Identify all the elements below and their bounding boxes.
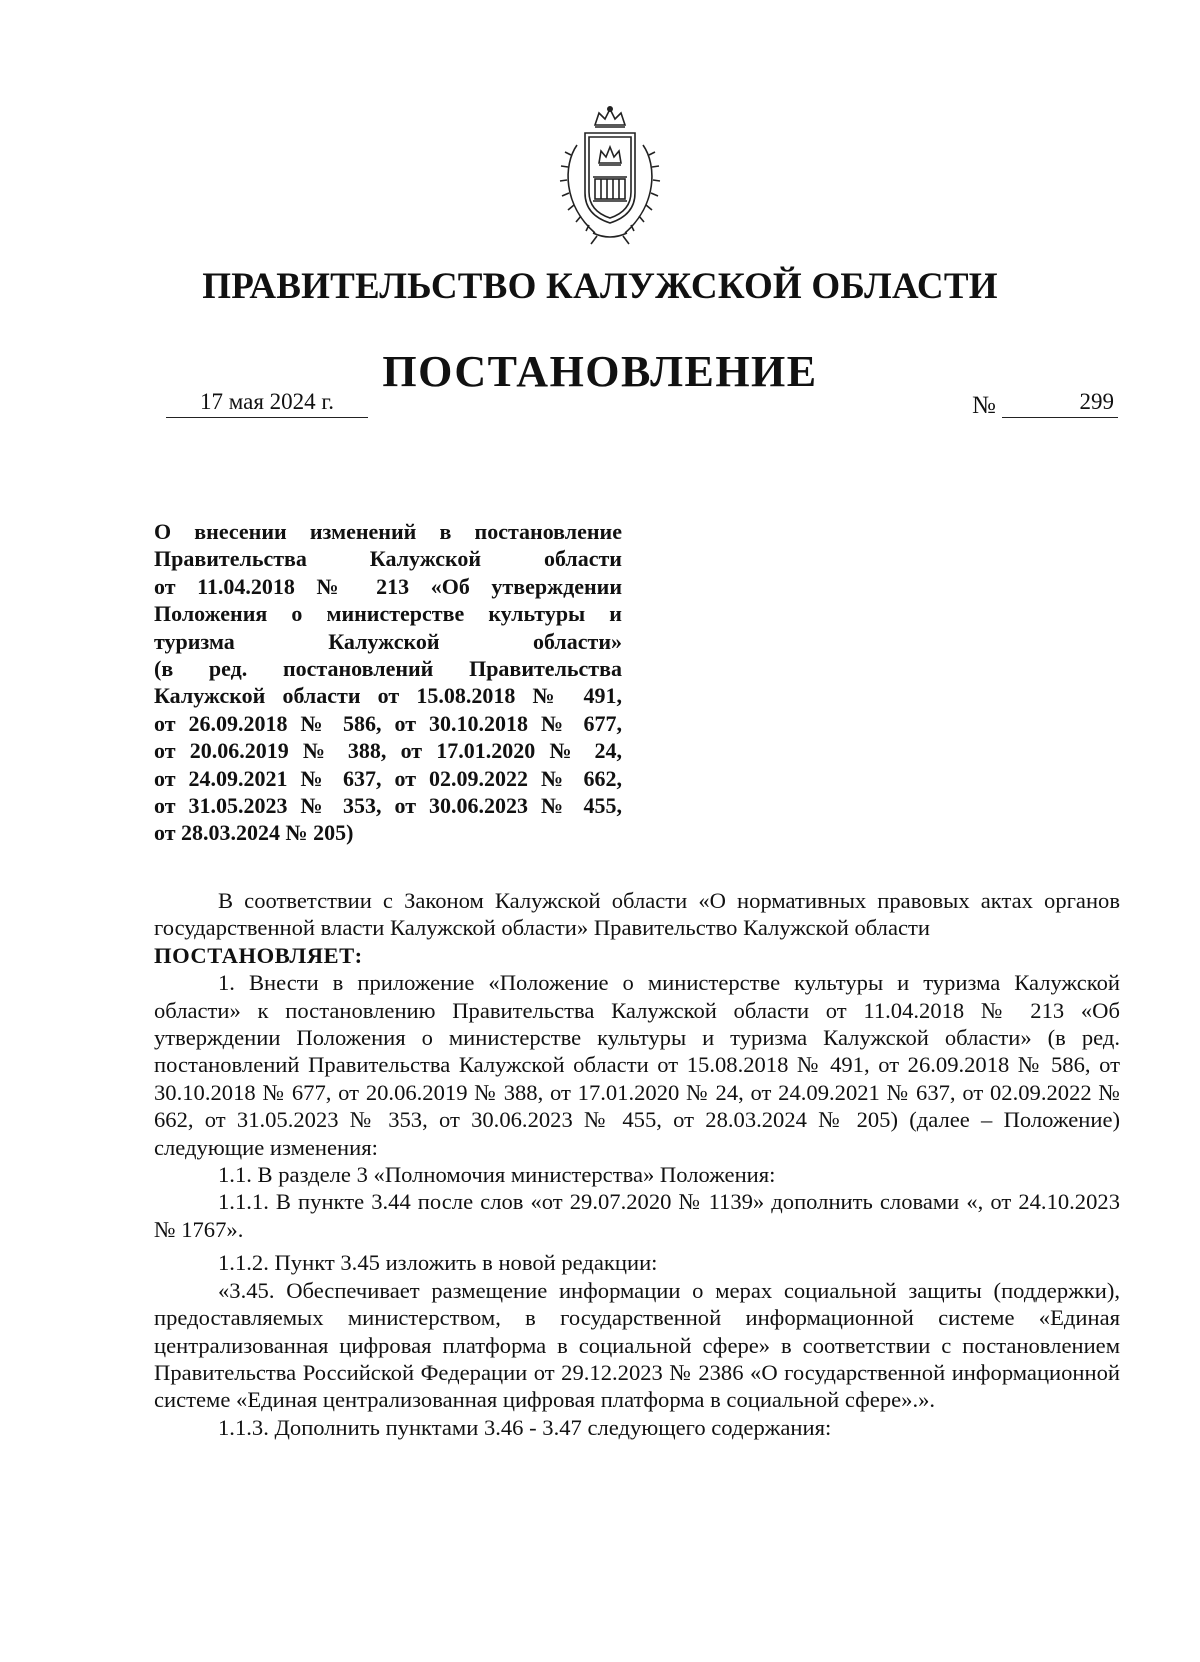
document-type-title: ПОСТАНОВЛЕНИЕ: [382, 347, 818, 396]
paragraph-1-1-2: 1.1.2. Пункт 3.45 изложить в новой редакции:: [218, 1250, 658, 1276]
resolves-word: ПОСТАНОВЛЯЕТ:: [154, 942, 363, 968]
number-sign: №: [972, 392, 996, 419]
heading-line: от 28.03.2024 № 205): [154, 820, 354, 846]
heading-line: от 20.06.2019 № 388, от 17.01.2020 № 24,: [154, 738, 622, 764]
heading-line: от 11.04.2018 № 213 «Об утверждении: [154, 573, 622, 599]
paragraph-1-1-1: 1.1.1. В пункте 3.44 после слов «от 29.07.2020 № 1139» дополнить словами «, от 24.10.2023 № 1767».: [154, 1189, 1120, 1242]
heading-line: Калужской области от 15.08.2018 № 491,: [154, 683, 622, 709]
document-body: [154, 887, 1120, 1441]
paragraph-1-1-3: 1.1.3. Дополнить пунктами 3.46 - 3.47 следующего содержания:: [218, 1414, 832, 1440]
heading-line: О внесении изменений в постановление: [154, 519, 622, 544]
heading-line: туризма Калужской области»: [154, 628, 622, 654]
heading-line: Правительства Калужской области: [154, 546, 622, 572]
government-title: ПРАВИТЕЛЬСТВО КАЛУЖСКОЙ ОБЛАСТИ: [202, 266, 998, 307]
heading-line: (в ред. постановлений Правительства: [154, 656, 622, 682]
paragraph-1: 1. Внести в приложение «Положение о министерстве культуры и туризма Калужской области» к постановлению Правительства Калужской области от 11.04.2018 № 213 «Об утверждении Положения о министерстве культуры и туризма Калужской области» (в ред. постановлений Правительства Калужской области от 15.08.2018 № 491, от 26.09.2018 № 586, от 30.10.2018 № 677, от 20.06.2019 № 388, от 17.01.2020 № 24, от 24.09.2021 № 637, от 02.09.2022 № 662, от 31.05.2023 № 353, от 30.06.2023 № 455, от 28.03.2024 № 205) (далее – Положение) следующие изменения:: [154, 970, 1120, 1160]
heading-line: от 24.09.2021 № 637, от 02.09.2022 № 662,: [154, 765, 622, 791]
preamble-paragraph: В соответствии с Законом Калужской области «О нормативных правовых актах органов государственной власти Калужской области» Правительство Калужской области: [154, 888, 1120, 941]
document-date: 17 мая 2024 г.: [166, 388, 368, 418]
document-number-field: [1002, 388, 1118, 418]
document-number: 299: [1079, 389, 1114, 414]
coat-of-arms-emblem: [555, 105, 665, 247]
heading-line: от 31.05.2023 № 353, от 30.06.2023 № 455,: [154, 793, 622, 819]
paragraph-3-45: «3.45. Обеспечивает размещение информации о мерах социальной защиты (поддержки), предоставляемых министерством, в государственной информационной системе «Единая централизованная цифровая платформа в социальной сфере» в соответствии с постановлением Правительства Российской Федерации от 29.12.2023 № 2386 «О государственной информационной системе «Единая централизованная цифровая платформа в социальной сфере».».: [154, 1277, 1120, 1413]
heading-line: Положения о министерстве культуры и: [154, 601, 622, 627]
paragraph-1-1: 1.1. В разделе 3 «Полномочия министерства» Положения:: [218, 1162, 776, 1188]
heading-line: от 26.09.2018 № 586, от 30.10.2018 № 677,: [154, 710, 622, 736]
document-heading: [154, 518, 622, 847]
